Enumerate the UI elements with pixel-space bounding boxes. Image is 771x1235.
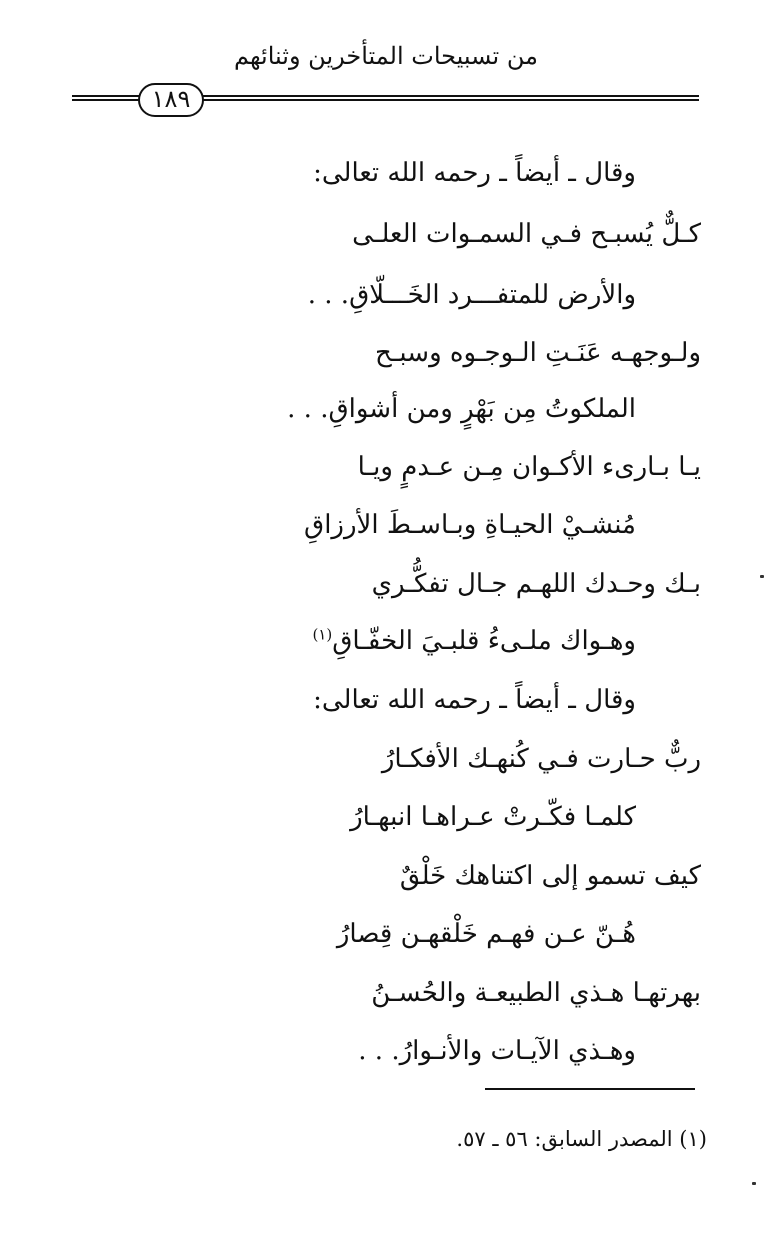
verse-line: كـلٌّ يُسبـح فـي السمـوات العلـى xyxy=(352,219,701,249)
header-rule-right xyxy=(203,95,699,101)
running-header-title: من تسبيحات المتأخرين وثنائهم xyxy=(234,42,538,70)
verse-line: هُـنّ عـن فهـم خَلْقهـن قِصارُ xyxy=(336,919,636,949)
verse-line: الملكوتُ مِن بَهْرٍ ومن أشواقِ. . . xyxy=(287,394,636,424)
poem-intro-2: وقال ـ أيضاً ـ رحمه الله تعالى: xyxy=(313,685,636,715)
verse-line: كيف تسمو إلى اكتناهك خَلْقٌ xyxy=(399,861,701,891)
header-rule-left xyxy=(72,95,140,101)
footnote-1: (١) المصدر السابق: ٥٦ ـ ٥٧. xyxy=(456,1127,707,1151)
verse-text: وهـواك ملـىءُ قلبـيَ الخفّـاقِ xyxy=(332,626,636,656)
verse-line: كلمـا فكّـرتْ عـراهـا انبهـارُ xyxy=(350,802,636,832)
verse-line: يـا بـارىء الأكـوان مِـن عـدمٍ ويـا xyxy=(357,452,701,482)
verse-line: والأرض للمتفـــرد الخَـــلّاقِ. . . xyxy=(307,280,636,310)
verse-line: مُنشـيْ الحيـاةِ وبـاسـطَ الأرزاقِ xyxy=(304,510,636,540)
scan-speck xyxy=(760,575,764,578)
footnote-marker: (١) xyxy=(312,625,333,644)
verse-line: بـك وحـدك اللهـم جـال تفكُّـري xyxy=(371,569,701,599)
verse-line-with-footnote xyxy=(312,621,636,661)
verse-line: ربٌّ حـارت فـي كُنهـك الأفكـارُ xyxy=(381,744,701,774)
verse-line: وهـذي الآيـات والأنـوارُ. . . xyxy=(358,1036,636,1066)
poem-intro-1: وقال ـ أيضاً ـ رحمه الله تعالى: xyxy=(313,158,636,188)
scan-speck xyxy=(752,1182,756,1185)
footnote-separator xyxy=(485,1088,695,1090)
verse-line: ولـوجهـه عَنَـتِ الـوجـوه وسبـح xyxy=(375,338,701,368)
verse-line: بهرتهـا هـذي الطبيعـة والحُسـنُ xyxy=(371,978,701,1008)
page-number-badge: ١٨٩ xyxy=(138,83,204,117)
